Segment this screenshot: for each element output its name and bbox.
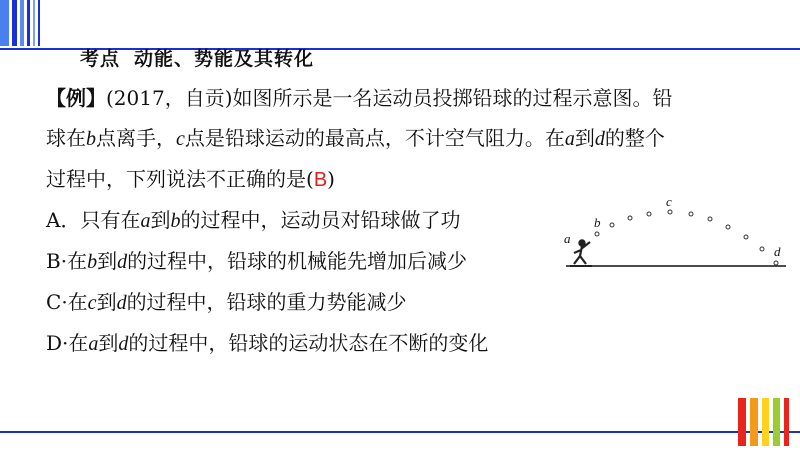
option-var: d — [117, 251, 128, 273]
stem-text: ) — [327, 167, 335, 191]
label-d: d — [774, 244, 781, 259]
label-b: b — [594, 215, 601, 230]
question-line-2 — [46, 118, 746, 159]
label-c: c — [666, 196, 672, 209]
option-var: b — [170, 210, 181, 232]
option-d — [46, 323, 746, 364]
option-separator: ． — [60, 208, 81, 232]
section-topic: 动能、势能及其转化 — [134, 48, 315, 70]
option-letter: B — [46, 249, 61, 273]
option-text: 的过程中，铅球的机械能先增加后减少 — [127, 249, 468, 273]
stem-text: 过程中，下列说法不正确的是( — [46, 167, 314, 191]
option-c — [46, 282, 746, 323]
section-heading — [80, 44, 314, 71]
stem-text: 点离手， — [96, 126, 176, 150]
stem-text: 的整个 — [604, 126, 665, 150]
option-letter: D — [46, 331, 63, 355]
option-text: 的过程中，铅球的重力势能减少 — [126, 290, 407, 314]
question-line-3 — [46, 159, 746, 200]
decorative-stripes-bottom-right — [738, 398, 790, 446]
footer-divider-line — [0, 431, 800, 433]
section-label: 考点 — [80, 48, 121, 70]
option-text: 的过程中，运动员对铅球做了功 — [180, 208, 461, 232]
stem-text: 到 — [574, 126, 595, 150]
label-a: a — [564, 231, 571, 246]
option-var: d — [116, 292, 127, 314]
option-separator: · — [62, 331, 69, 355]
option-text: 在 — [67, 249, 88, 273]
option-text: 到 — [97, 249, 118, 273]
option-text: 的过程中，铅球的运动状态在不断的变化 — [128, 331, 489, 355]
option-separator: · — [60, 249, 68, 273]
var-a: a — [564, 128, 575, 150]
var-b: b — [86, 128, 96, 150]
question-source: (2017，自贡) — [106, 86, 233, 110]
answer-value: B — [313, 169, 328, 191]
var-c: c — [176, 128, 185, 150]
option-var: d — [118, 333, 129, 355]
option-text: 到 — [96, 290, 117, 314]
decorative-stripes-top-left — [0, 0, 48, 46]
var-d: d — [594, 128, 605, 150]
trajectory-ball — [595, 210, 778, 265]
option-var: b — [87, 251, 98, 273]
option-text: 只有在 — [80, 208, 141, 232]
option-text: 到 — [98, 331, 119, 355]
shot-put-diagram — [560, 196, 790, 276]
example-tag: 【例】 — [46, 86, 106, 110]
option-text: 在 — [67, 290, 88, 314]
option-letter: C — [46, 290, 62, 314]
option-separator: · — [61, 290, 68, 314]
shot-putter-figure — [570, 240, 592, 266]
option-var: a — [140, 210, 151, 232]
option-text: 在 — [68, 331, 89, 355]
question-line-1 — [46, 78, 746, 118]
question-stem-1: 如图所示是一名运动员投掷铅球的过程示意图。铅 — [232, 86, 673, 110]
stem-text: 球在 — [46, 126, 86, 150]
option-text: 到 — [150, 208, 171, 232]
option-var: a — [88, 333, 99, 355]
option-var: c — [87, 292, 97, 314]
option-letter: A — [46, 208, 61, 232]
stem-text: 点是铅球运动的最高点，不计空气阻力。在 — [184, 126, 565, 150]
